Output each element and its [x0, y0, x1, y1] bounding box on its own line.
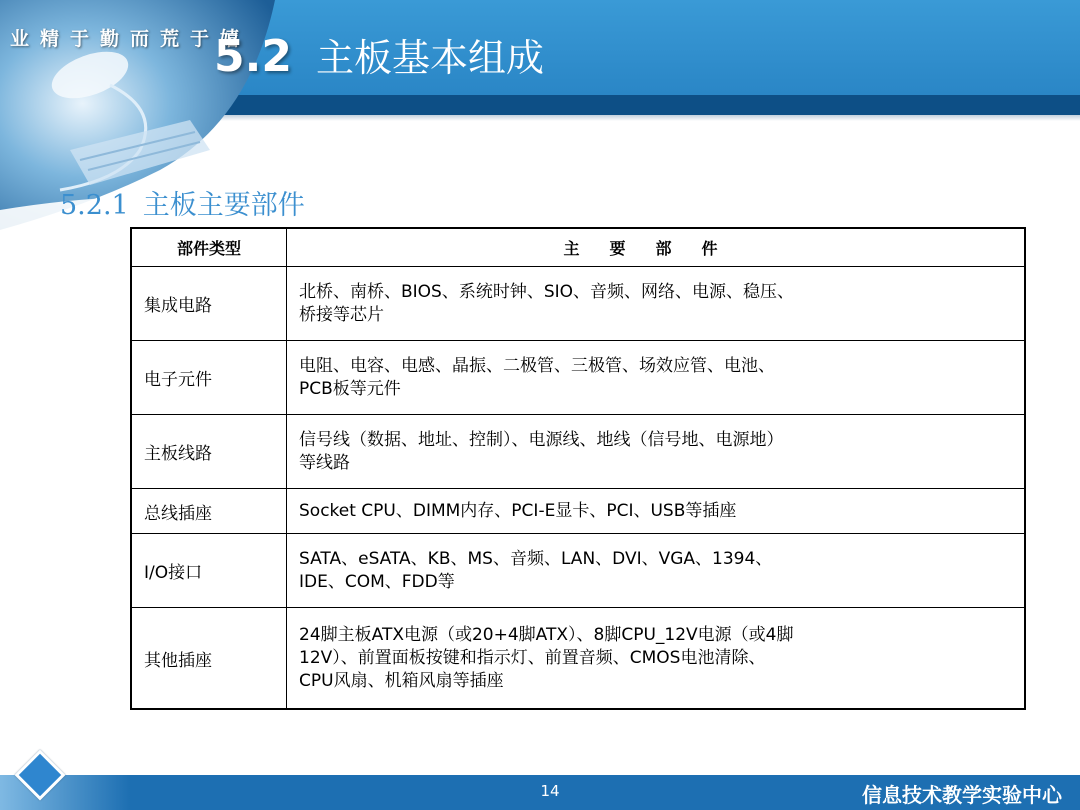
- table-row: [131, 267, 1025, 341]
- table-row: [131, 489, 1025, 534]
- cell-type: 其他插座: [131, 608, 287, 710]
- header-cell-type: 部件类型: [131, 228, 287, 267]
- section-title-text: 主板主要部件: [142, 190, 305, 221]
- cell-type: 主板线路: [131, 415, 287, 489]
- section-title: [60, 183, 305, 222]
- cell-type: I/O接口: [131, 534, 287, 608]
- table-row: [131, 341, 1025, 415]
- motto-text: 业精于勤而荒于嬉: [10, 28, 251, 50]
- cell-parts: 电阻、电容、电感、晶振、二极管、三极管、场效应管、电池、 PCB板等元件: [287, 341, 1026, 415]
- slide-title-number: 5.2: [214, 31, 292, 82]
- cell-type: 总线插座: [131, 489, 287, 534]
- cell-parts: 北桥、南桥、BIOS、系统时钟、SIO、音频、网络、电源、稳压、 桥接等芯片: [287, 267, 1026, 341]
- cell-parts: 信号线（数据、地址、控制）、电源线、地线（信号地、电源地） 等线路: [287, 415, 1026, 489]
- cell-parts: SATA、eSATA、KB、MS、音频、LAN、DVI、VGA、1394、 IDE、COM、FDD等: [287, 534, 1026, 608]
- parts-table: [130, 227, 1026, 710]
- cell-type: 集成电路: [131, 267, 287, 341]
- cell-type: 电子元件: [131, 341, 287, 415]
- table-row: [131, 608, 1025, 710]
- table-row: [131, 415, 1025, 489]
- cell-parts: Socket CPU、DIMM内存、PCI-E显卡、PCI、USB等插座: [287, 489, 1026, 534]
- organization-name: 信息技术教学实验中心: [862, 783, 1062, 807]
- slide-title: [214, 27, 544, 82]
- cell-parts: 24脚主板ATX电源（或20+4脚ATX）、8脚CPU_12V电源（或4脚 12V）、前置面板按键和指示灯、前置音频、CMOS电池清除、 CPU风扇、机箱风扇等插座: [287, 608, 1026, 710]
- header-cell-parts: 主要部件: [287, 228, 1026, 267]
- table-row: [131, 534, 1025, 608]
- section-number: 5.2.1: [60, 190, 129, 221]
- slide-title-text: 主板基本组成: [315, 36, 544, 80]
- page-number: 14: [540, 782, 560, 800]
- table-header-row: [131, 228, 1025, 267]
